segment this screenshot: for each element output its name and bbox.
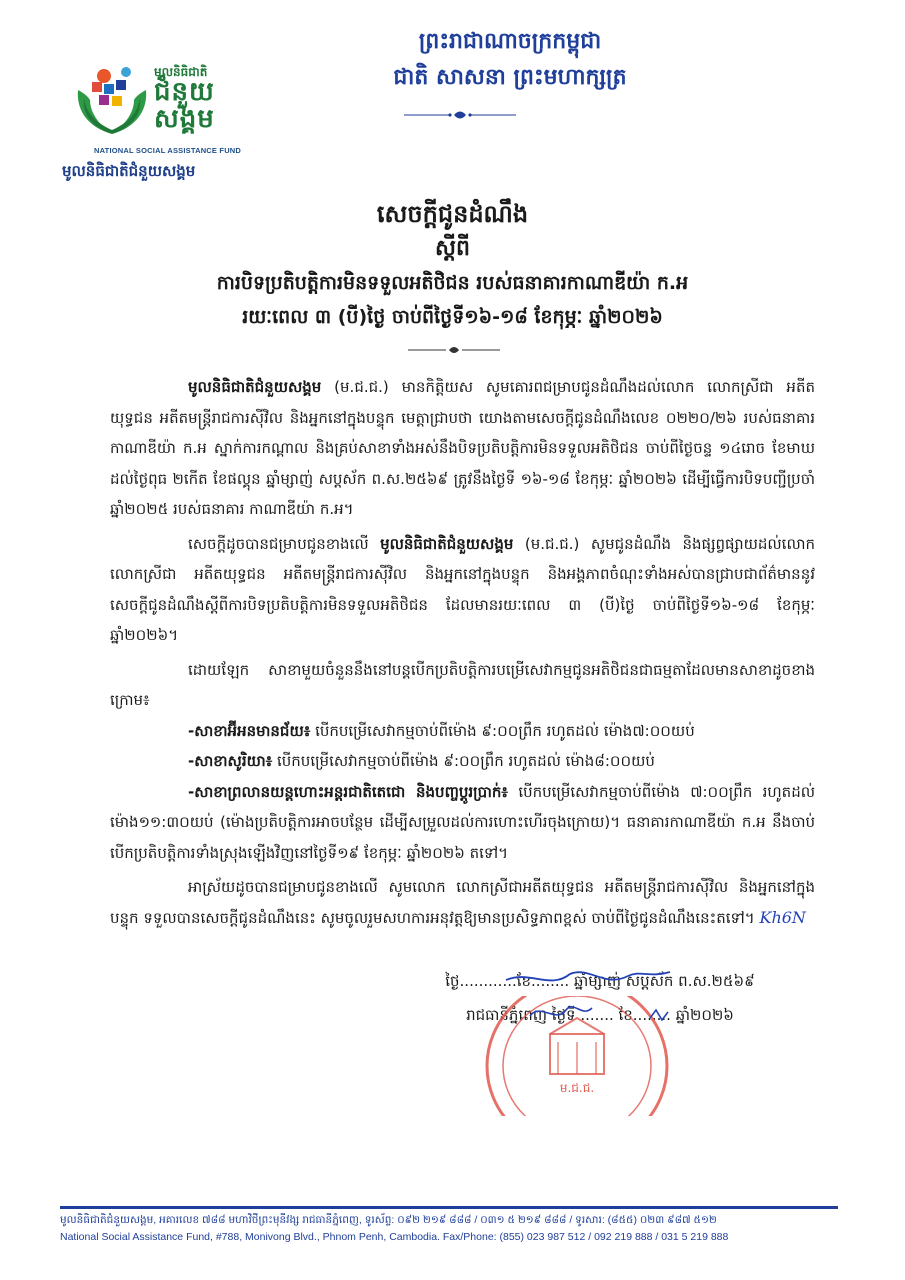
hands-icon: [72, 62, 152, 142]
paragraph-2-text-a: សេចក្តីដូចបានជម្រាបជូនខាងលើ: [188, 534, 381, 553]
branch-name: -សាខាសូរិយា៖: [188, 752, 273, 770]
kingdom-line2: ជាតិ សាសនា ព្រះមហាក្សត្រ: [393, 65, 627, 90]
handwritten-initials: Kh6N: [759, 907, 806, 927]
paragraph-2-text-b: (ម.ជ.ជ.) សូមជូនដំណឹង និងផ្សព្វផ្សាយដល់លោក លោកស្រីជា អតីតយុទ្ធជន អតីតមន្ត្រីរាជការស៊ីវិល និងអ្នកនៅក្នុងបន្ទុក និងអង្គភាពចំណុះទាំងអស់បានជ្រាបជាព័ត៌មាននូវសេចក្តីជូនដំណឹងស្តីពីការបិទប្រតិបត្តិការមិនទទួលអតិថិជន ដែលមានរយៈពេល ៣ (បី)ថ្ងៃ ចាប់ពីថ្ងៃទី១៦-១៨ ខែកុម្ភៈ ឆ្នាំ២០២៦។: [110, 534, 816, 644]
lunar-date: ថ្ងៃ............ខែ........ ឆ្នាំម្សាញ់ សប្តស័ក ព.ស.២៥៦៩: [445, 972, 755, 990]
notice-title: សេចក្តីជូនដំណឹង: [376, 200, 529, 228]
footer-address-khmer: មូលនិធិជាតិជំនួយសង្គម, អគារលេខ ៧៨៨ មហាវិថីព្រះមុនីវង្ស រាជធានីភ្នំពេញ, ទូរស័ព្ទ: ០៩២ ២១៩ ៨៨៨ / ០៣១ ៥ ២១៩ ៨៨៨ / ទូរសារ: (៨៥៥) ០២៣ ៩៨៧ ៥១២: [60, 1214, 717, 1226]
footer-address-english: National Social Assistance Fund, #788, Monivong Blvd., Phnom Penh, Cambodia. Fax/Phone: (855) 023 987 512 / 092 219 888 / 031 5 219 888: [60, 1231, 729, 1243]
fund-name-bold: មូលនិធិជាតិជំនួយសង្គម: [188, 378, 322, 396]
kingdom-line1: ព្រះរាជាណាចក្រកម្ពុជា: [418, 29, 602, 54]
notice-subject: ការបិទប្រតិបត្តិការមិនទទួលអតិថិជន របស់ធនាគារកាណាឌីយ៉ា ក.អ: [216, 272, 689, 294]
branch-hours: បើកបម្រើសេវាកម្មចាប់ពីម៉ោង ៩:០០ព្រឹក រហូតដល់ ម៉ោង៧:០០យប់: [310, 721, 695, 740]
notice-body: [110, 372, 815, 933]
paragraph-4-text: អាស្រ័យដូចបានជម្រាបជូនខាងលើ សូមលោក លោកស្រីជាអតីតយុទ្ធជន អតីតមន្ត្រីរាជការស៊ីវិល និងអ្នកនៅក្នុងបន្ទុក ទទួលបានសេចក្តីជូនដំណឹងនេះ សូមចូលរួមសហការអនុវត្តឱ្យមានប្រសិទ្ធភាពខ្ពស់ ចាប់ពីថ្ងៃជូនដំណឹងនេះតទៅ។: [110, 878, 815, 927]
notice-title-block: [100, 196, 805, 334]
branch-hours: បើកបម្រើសេវាកម្មចាប់ពីម៉ោង ៩:០០ព្រឹក រហូតដល់ ម៉ោង៨:០០យប់: [272, 752, 655, 770]
footer-rule: [60, 1206, 838, 1209]
kingdom-header: [300, 24, 720, 96]
branch-item: [110, 716, 815, 747]
logo-khmer-name: មូលនិធិជាតិជំនួយសង្គម: [62, 162, 196, 180]
logo-english-name: NATIONAL SOCIAL ASSISTANCE FUND: [94, 146, 242, 155]
branch-item: [110, 777, 815, 869]
handwritten-signature-icon: [500, 966, 680, 1036]
paragraph-1: [110, 372, 815, 525]
paragraph-1-text: (ម.ជ.ជ.) មានកិត្តិយស សូមគោរពជម្រាបជូនដំណឹងដល់លោក លោកស្រីជា អតីតយុទ្ធជន អតីតមន្ត្រីរាជការស៊ីវិល និងអ្នកនៅក្នុងបន្ទុក មេត្តាជ្រាបថា យោងតាមសេចក្តីជូនដំណឹងលេខ ០២២០/២៦ របស់ធនាគារកាណាឌីយ៉ា ក.អ ស្នាក់ការកណ្តាល និងគ្រប់សាខាទាំងអស់នឹងបិទប្រតិបត្តិការមិនទទួលអតិថិជន ចាប់ពីថ្ងៃចន្ទ ១៤រោច ខែមាឃ ដល់ថ្ងៃពុធ ២កើត ខែផល្គុន ឆ្នាំម្សាញ់ សប្តស័ក ព.ស.២៥៦៩ ត្រូវនឹងថ្ងៃទី ១៦-១៨ ខែកុម្ភៈ ឆ្នាំ២០២៦ ដើម្បីធ្វើការបិទបញ្ជីប្រចាំឆ្នាំ២០២៥ របស់ធនាគារ កាណាឌីយ៉ា ក.អ។: [110, 378, 815, 518]
logo-wordmark-line3: សង្គម: [154, 103, 215, 134]
branch-name: -សាខាព្រលានយន្តហោះអន្តរជាតិតេជោ និងបញ្ចប្តូរប្រាក់៖: [188, 782, 508, 801]
solar-date: រាជធានីភ្នំពេញ ថ្ងៃទី ....... ខែ........ ឆ្នាំ២០២៦: [466, 1006, 734, 1024]
notice-subject-label: ស្តីពី: [435, 236, 470, 261]
ornament-divider-icon: [404, 344, 504, 356]
logo-wordmark: [154, 66, 266, 133]
logo-wordmark-line2: ជំនួយ: [154, 76, 215, 107]
logo-wordmark-line1: មូលនិធិជាតិ: [154, 65, 208, 79]
fund-name-bold: មូលនិធិជាតិជំនួយសង្គម: [380, 534, 514, 553]
notice-period: រយៈពេល ៣ (បី)ថ្ងៃ ចាប់ពីថ្ងៃទី១៦-១៨ ខែកុម្ភៈ ឆ្នាំ២០២៦: [242, 306, 663, 328]
branch-item: [110, 746, 815, 777]
seal-text: ម.ជ.ជ.: [559, 1081, 595, 1095]
paragraph-3: ដោយឡែក សាខាមួយចំនួននឹងនៅបន្តបើកប្រតិបត្តិការបម្រើសេវាកម្មជូនអតិថិជនជាធម្មតាដែលមានសាខាដូចខាងក្រោម៖: [110, 660, 815, 709]
ornament-divider-icon: [400, 108, 520, 122]
branch-hours: បើកបម្រើសេវាកម្មចាប់ពីម៉ោង ៧:០០ព្រឹក រហូតដល់ ម៉ោង១១:៣០យប់ (ម៉ោងប្រតិបត្តិការអាចបន្ថែម ដើម្បីសម្រួលដល់ការហោះហើរចុងក្រោយ)។ ធនាគារកាណាឌីយ៉ា ក.អ នឹងចាប់បើកប្រតិបត្តិការទាំងស្រុងឡើងវិញនៅថ្ងៃទី១៩ ខែកុម្ភៈ ឆ្នាំ២០២៦ តទៅ។: [110, 782, 815, 862]
paragraph-2: [110, 529, 815, 651]
branch-name: -សាខាអ៊ីអនមានជ័យ៖: [188, 721, 311, 740]
footer: [60, 1212, 860, 1246]
paragraph-4: [110, 872, 815, 933]
